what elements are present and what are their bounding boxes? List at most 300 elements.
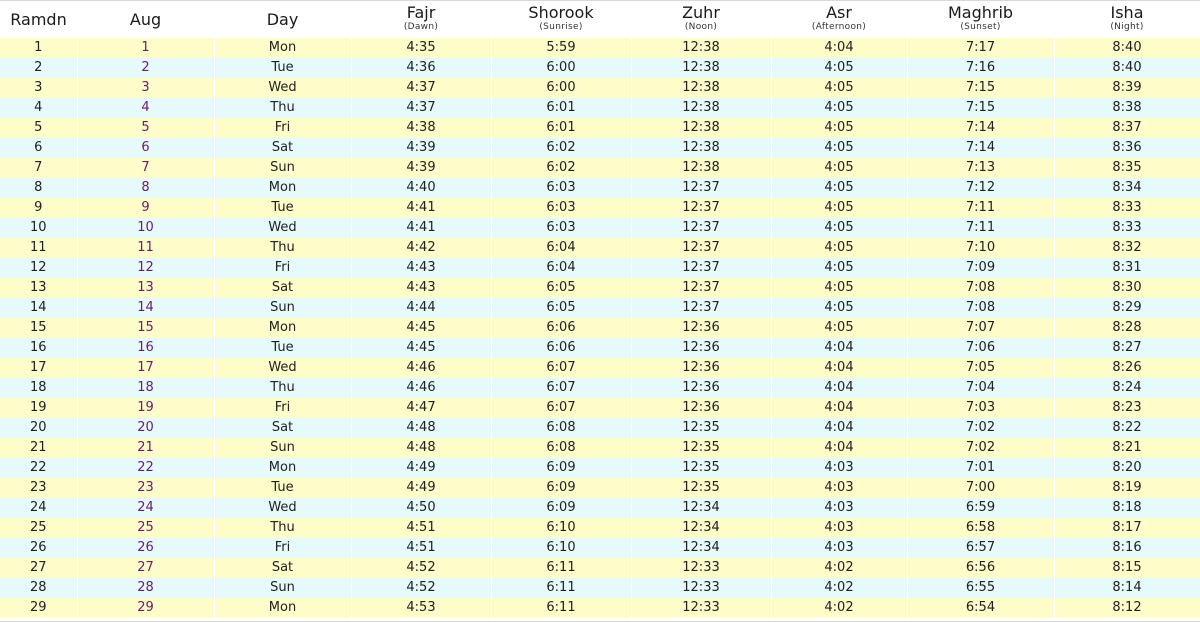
isha-time-cell: 8:26: [1054, 358, 1200, 378]
shorook-time-cell: 6:03: [491, 218, 631, 238]
isha-time-cell: 8:21: [1054, 438, 1200, 458]
zuhr-time-cell: 12:35: [631, 418, 771, 438]
weekday-cell: Sat: [214, 138, 351, 158]
isha-time-cell: 8:20: [1054, 458, 1200, 478]
table-row: [0, 458, 1200, 478]
zuhr-time-cell: 12:37: [631, 238, 771, 258]
ramadan-day-cell: 19: [0, 398, 77, 418]
zuhr-time-cell: 12:37: [631, 218, 771, 238]
maghrib-time-cell: 7:11: [907, 218, 1054, 238]
fajr-time-cell: 4:46: [351, 378, 491, 398]
shorook-time-cell: 6:04: [491, 238, 631, 258]
isha-time-cell: 8:17: [1054, 518, 1200, 538]
zuhr-time-cell: 12:37: [631, 258, 771, 278]
maghrib-time-cell: 7:06: [907, 338, 1054, 358]
fajr-time-cell: 4:38: [351, 118, 491, 138]
table-row: [0, 318, 1200, 338]
isha-time-cell: 8:40: [1054, 38, 1200, 58]
zuhr-time-cell: 12:35: [631, 478, 771, 498]
table-row: [0, 398, 1200, 418]
ramadan-day-cell: 15: [0, 318, 77, 338]
fajr-time-cell: 4:49: [351, 478, 491, 498]
weekday-cell: Mon: [214, 598, 351, 618]
asr-time-cell: 4:05: [771, 278, 907, 298]
shorook-time-cell: 6:00: [491, 58, 631, 78]
isha-time-cell: 8:12: [1054, 598, 1200, 618]
isha-time-cell: 8:14: [1054, 578, 1200, 598]
zuhr-time-cell: 12:38: [631, 58, 771, 78]
weekday-cell: Sun: [214, 438, 351, 458]
shorook-time-cell: 6:11: [491, 598, 631, 618]
shorook-time-cell: 6:00: [491, 78, 631, 98]
table-row: [0, 38, 1200, 58]
asr-time-cell: 4:05: [771, 58, 907, 78]
ramadan-day-cell: 11: [0, 238, 77, 258]
ramadan-day-cell: 18: [0, 378, 77, 398]
zuhr-time-cell: 12:38: [631, 38, 771, 58]
maghrib-time-cell: 7:08: [907, 298, 1054, 318]
aug-date-cell: 11: [77, 238, 214, 258]
table-row: [0, 218, 1200, 238]
shorook-time-cell: 6:10: [491, 518, 631, 538]
ramadan-day-cell: 23: [0, 478, 77, 498]
aug-date-cell: 22: [77, 458, 214, 478]
aug-date-cell: 14: [77, 298, 214, 318]
aug-date-cell: 13: [77, 278, 214, 298]
table-row: [0, 438, 1200, 458]
isha-time-cell: 8:29: [1054, 298, 1200, 318]
table-row: [0, 518, 1200, 538]
weekday-cell: Thu: [214, 238, 351, 258]
isha-time-cell: 8:27: [1054, 338, 1200, 358]
table-row: [0, 198, 1200, 218]
weekday-cell: Tue: [214, 58, 351, 78]
asr-time-cell: 4:03: [771, 538, 907, 558]
header-asr: [771, 1, 907, 38]
maghrib-time-cell: 7:02: [907, 418, 1054, 438]
shorook-time-cell: 6:06: [491, 318, 631, 338]
weekday-cell: Sat: [214, 558, 351, 578]
aug-date-cell: 1: [77, 38, 214, 58]
header-label: Fajr: [406, 3, 436, 22]
header-isha: [1054, 1, 1200, 38]
weekday-cell: Fri: [214, 398, 351, 418]
header-label: Day: [266, 10, 299, 29]
shorook-time-cell: 6:05: [491, 278, 631, 298]
ramadan-day-cell: 13: [0, 278, 77, 298]
table-row: [0, 478, 1200, 498]
weekday-cell: Sun: [214, 158, 351, 178]
asr-time-cell: 4:04: [771, 38, 907, 58]
ramadan-day-cell: 14: [0, 298, 77, 318]
header-label: Maghrib: [947, 3, 1014, 22]
fajr-time-cell: 4:47: [351, 398, 491, 418]
isha-time-cell: 8:40: [1054, 58, 1200, 78]
shorook-time-cell: 6:08: [491, 438, 631, 458]
fajr-time-cell: 4:44: [351, 298, 491, 318]
header-label: Asr: [826, 3, 852, 22]
zuhr-time-cell: 12:34: [631, 518, 771, 538]
isha-time-cell: 8:24: [1054, 378, 1200, 398]
ramadan-day-cell: 24: [0, 498, 77, 518]
header-fajr: [351, 1, 491, 38]
ramadan-day-cell: 7: [0, 158, 77, 178]
fajr-time-cell: 4:39: [351, 138, 491, 158]
weekday-cell: Mon: [214, 318, 351, 338]
aug-date-cell: 23: [77, 478, 214, 498]
ramadan-day-cell: 6: [0, 138, 77, 158]
ramadan-day-cell: 2: [0, 58, 77, 78]
weekday-cell: Wed: [214, 498, 351, 518]
maghrib-time-cell: 7:09: [907, 258, 1054, 278]
aug-date-cell: 16: [77, 338, 214, 358]
table-row: [0, 598, 1200, 618]
aug-date-cell: 18: [77, 378, 214, 398]
zuhr-time-cell: 12:38: [631, 78, 771, 98]
ramadan-day-cell: 26: [0, 538, 77, 558]
aug-date-cell: 28: [77, 578, 214, 598]
aug-date-cell: 21: [77, 438, 214, 458]
fajr-time-cell: 4:35: [351, 38, 491, 58]
shorook-time-cell: 6:09: [491, 478, 631, 498]
maghrib-time-cell: 7:08: [907, 278, 1054, 298]
zuhr-time-cell: 12:38: [631, 98, 771, 118]
ramadan-day-cell: 20: [0, 418, 77, 438]
fajr-time-cell: 4:45: [351, 338, 491, 358]
asr-time-cell: 4:02: [771, 598, 907, 618]
zuhr-time-cell: 12:38: [631, 158, 771, 178]
shorook-time-cell: 6:03: [491, 198, 631, 218]
aug-date-cell: 26: [77, 538, 214, 558]
zuhr-time-cell: 12:37: [631, 178, 771, 198]
zuhr-time-cell: 12:38: [631, 138, 771, 158]
table-row: [0, 258, 1200, 278]
aug-date-cell: 25: [77, 518, 214, 538]
weekday-cell: Thu: [214, 98, 351, 118]
ramadan-day-cell: 16: [0, 338, 77, 358]
weekday-cell: Wed: [214, 218, 351, 238]
zuhr-time-cell: 12:36: [631, 398, 771, 418]
header-day: [214, 1, 351, 38]
aug-date-cell: 29: [77, 598, 214, 618]
isha-time-cell: 8:39: [1054, 78, 1200, 98]
table-row: [0, 78, 1200, 98]
asr-time-cell: 4:05: [771, 118, 907, 138]
table-row: [0, 98, 1200, 118]
maghrib-time-cell: 7:03: [907, 398, 1054, 418]
asr-time-cell: 4:05: [771, 318, 907, 338]
zuhr-time-cell: 12:34: [631, 498, 771, 518]
asr-time-cell: 4:05: [771, 178, 907, 198]
maghrib-time-cell: 6:54: [907, 598, 1054, 618]
shorook-time-cell: 6:11: [491, 558, 631, 578]
aug-date-cell: 9: [77, 198, 214, 218]
weekday-cell: Sat: [214, 418, 351, 438]
header-label: Ramdn: [10, 10, 67, 29]
asr-time-cell: 4:05: [771, 238, 907, 258]
zuhr-time-cell: 12:34: [631, 538, 771, 558]
shorook-time-cell: 6:01: [491, 118, 631, 138]
isha-time-cell: 8:23: [1054, 398, 1200, 418]
isha-time-cell: 8:32: [1054, 238, 1200, 258]
maghrib-time-cell: 7:10: [907, 238, 1054, 258]
header-sublabel: (Sunset): [960, 22, 1001, 32]
shorook-time-cell: 6:09: [491, 458, 631, 478]
zuhr-time-cell: 12:38: [631, 118, 771, 138]
aug-date-cell: 10: [77, 218, 214, 238]
isha-time-cell: 8:33: [1054, 218, 1200, 238]
fajr-time-cell: 4:46: [351, 358, 491, 378]
maghrib-time-cell: 7:02: [907, 438, 1054, 458]
shorook-time-cell: 6:02: [491, 158, 631, 178]
header-label: Zuhr: [682, 3, 720, 22]
shorook-time-cell: 5:59: [491, 38, 631, 58]
zuhr-time-cell: 12:37: [631, 198, 771, 218]
aug-date-cell: 3: [77, 78, 214, 98]
aug-date-cell: 4: [77, 98, 214, 118]
weekday-cell: Fri: [214, 538, 351, 558]
maghrib-time-cell: 6:55: [907, 578, 1054, 598]
header-sublabel: (Sunrise): [539, 22, 583, 32]
aug-date-cell: 15: [77, 318, 214, 338]
aug-date-cell: 12: [77, 258, 214, 278]
maghrib-time-cell: 6:59: [907, 498, 1054, 518]
weekday-cell: Mon: [214, 178, 351, 198]
asr-time-cell: 4:05: [771, 218, 907, 238]
fajr-time-cell: 4:51: [351, 518, 491, 538]
zuhr-time-cell: 12:36: [631, 338, 771, 358]
asr-time-cell: 4:05: [771, 158, 907, 178]
fajr-time-cell: 4:36: [351, 58, 491, 78]
zuhr-time-cell: 12:33: [631, 598, 771, 618]
asr-time-cell: 4:05: [771, 298, 907, 318]
aug-date-cell: 19: [77, 398, 214, 418]
aug-date-cell: 27: [77, 558, 214, 578]
weekday-cell: Tue: [214, 478, 351, 498]
ramadan-day-cell: 28: [0, 578, 77, 598]
isha-time-cell: 8:28: [1054, 318, 1200, 338]
ramadan-day-cell: 10: [0, 218, 77, 238]
fajr-time-cell: 4:52: [351, 558, 491, 578]
shorook-time-cell: 6:11: [491, 578, 631, 598]
table-row: [0, 498, 1200, 518]
fajr-time-cell: 4:43: [351, 278, 491, 298]
asr-time-cell: 4:04: [771, 398, 907, 418]
shorook-time-cell: 6:07: [491, 398, 631, 418]
maghrib-time-cell: 7:15: [907, 98, 1054, 118]
aug-date-cell: 2: [77, 58, 214, 78]
table-row: [0, 558, 1200, 578]
fajr-time-cell: 4:53: [351, 598, 491, 618]
fajr-time-cell: 4:42: [351, 238, 491, 258]
maghrib-time-cell: 7:07: [907, 318, 1054, 338]
asr-time-cell: 4:03: [771, 458, 907, 478]
ramadan-day-cell: 1: [0, 38, 77, 58]
weekday-cell: Fri: [214, 118, 351, 138]
shorook-time-cell: 6:02: [491, 138, 631, 158]
shorook-time-cell: 6:09: [491, 498, 631, 518]
isha-time-cell: 8:34: [1054, 178, 1200, 198]
ramadan-day-cell: 27: [0, 558, 77, 578]
aug-date-cell: 7: [77, 158, 214, 178]
isha-time-cell: 8:16: [1054, 538, 1200, 558]
zuhr-time-cell: 12:35: [631, 438, 771, 458]
shorook-time-cell: 6:03: [491, 178, 631, 198]
maghrib-time-cell: 7:15: [907, 78, 1054, 98]
header-sublabel: (Afternoon): [811, 22, 867, 32]
maghrib-time-cell: 7:16: [907, 58, 1054, 78]
aug-date-cell: 17: [77, 358, 214, 378]
maghrib-time-cell: 7:14: [907, 138, 1054, 158]
fajr-time-cell: 4:37: [351, 98, 491, 118]
table-row: [0, 378, 1200, 398]
table-row: [0, 118, 1200, 138]
shorook-time-cell: 6:05: [491, 298, 631, 318]
zuhr-time-cell: 12:36: [631, 378, 771, 398]
table-row: [0, 278, 1200, 298]
zuhr-time-cell: 12:33: [631, 558, 771, 578]
asr-time-cell: 4:05: [771, 198, 907, 218]
asr-time-cell: 4:05: [771, 258, 907, 278]
fajr-time-cell: 4:45: [351, 318, 491, 338]
maghrib-time-cell: 7:13: [907, 158, 1054, 178]
maghrib-time-cell: 7:14: [907, 118, 1054, 138]
shorook-time-cell: 6:06: [491, 338, 631, 358]
shorook-time-cell: 6:08: [491, 418, 631, 438]
table-row: [0, 158, 1200, 178]
shorook-time-cell: 6:07: [491, 358, 631, 378]
ramadan-day-cell: 21: [0, 438, 77, 458]
isha-time-cell: 8:36: [1054, 138, 1200, 158]
fajr-time-cell: 4:41: [351, 198, 491, 218]
fajr-time-cell: 4:52: [351, 578, 491, 598]
header-shorook: [491, 1, 631, 38]
table-row: [0, 298, 1200, 318]
header-label: Isha: [1110, 3, 1144, 22]
fajr-time-cell: 4:48: [351, 438, 491, 458]
shorook-time-cell: 6:01: [491, 98, 631, 118]
asr-time-cell: 4:04: [771, 438, 907, 458]
maghrib-time-cell: 7:04: [907, 378, 1054, 398]
asr-time-cell: 4:04: [771, 338, 907, 358]
ramadan-day-cell: 25: [0, 518, 77, 538]
zuhr-time-cell: 12:33: [631, 578, 771, 598]
maghrib-time-cell: 7:00: [907, 478, 1054, 498]
fajr-time-cell: 4:43: [351, 258, 491, 278]
fajr-time-cell: 4:41: [351, 218, 491, 238]
fajr-time-cell: 4:50: [351, 498, 491, 518]
zuhr-time-cell: 12:36: [631, 358, 771, 378]
asr-time-cell: 4:03: [771, 518, 907, 538]
isha-time-cell: 8:18: [1054, 498, 1200, 518]
weekday-cell: Tue: [214, 338, 351, 358]
shorook-time-cell: 6:07: [491, 378, 631, 398]
maghrib-time-cell: 7:12: [907, 178, 1054, 198]
weekday-cell: Wed: [214, 358, 351, 378]
isha-time-cell: 8:33: [1054, 198, 1200, 218]
fajr-time-cell: 4:40: [351, 178, 491, 198]
table-row: [0, 178, 1200, 198]
maghrib-time-cell: 7:01: [907, 458, 1054, 478]
ramadan-day-cell: 5: [0, 118, 77, 138]
table-row: [0, 538, 1200, 558]
ramadan-day-cell: 17: [0, 358, 77, 378]
header-sublabel: (Noon): [684, 22, 718, 32]
isha-time-cell: 8:15: [1054, 558, 1200, 578]
isha-time-cell: 8:19: [1054, 478, 1200, 498]
table-row: [0, 418, 1200, 438]
asr-time-cell: 4:03: [771, 478, 907, 498]
asr-time-cell: 4:02: [771, 558, 907, 578]
maghrib-time-cell: 6:56: [907, 558, 1054, 578]
weekday-cell: Sun: [214, 298, 351, 318]
asr-time-cell: 4:05: [771, 78, 907, 98]
aug-date-cell: 6: [77, 138, 214, 158]
isha-time-cell: 8:38: [1054, 98, 1200, 118]
ramadan-day-cell: 4: [0, 98, 77, 118]
header-sublabel: (Night): [1110, 22, 1144, 32]
ramadan-day-cell: 8: [0, 178, 77, 198]
weekday-cell: Mon: [214, 38, 351, 58]
aug-date-cell: 20: [77, 418, 214, 438]
header-aug: [77, 1, 214, 38]
weekday-cell: Thu: [214, 378, 351, 398]
asr-time-cell: 4:05: [771, 98, 907, 118]
header-label: Aug: [129, 10, 162, 29]
header-sublabel: (Dawn): [403, 22, 439, 32]
header-label: Shorook: [528, 3, 594, 22]
ramadan-day-cell: 12: [0, 258, 77, 278]
table-row: [0, 58, 1200, 78]
fajr-time-cell: 4:37: [351, 78, 491, 98]
maghrib-time-cell: 7:17: [907, 38, 1054, 58]
weekday-cell: Tue: [214, 198, 351, 218]
maghrib-time-cell: 6:58: [907, 518, 1054, 538]
weekday-cell: Sun: [214, 578, 351, 598]
weekday-cell: Mon: [214, 458, 351, 478]
shorook-time-cell: 6:04: [491, 258, 631, 278]
maghrib-time-cell: 6:57: [907, 538, 1054, 558]
ramadan-day-cell: 3: [0, 78, 77, 98]
asr-time-cell: 4:04: [771, 418, 907, 438]
maghrib-time-cell: 7:11: [907, 198, 1054, 218]
table-row: [0, 358, 1200, 378]
weekday-cell: Thu: [214, 518, 351, 538]
table-row: [0, 578, 1200, 598]
aug-date-cell: 5: [77, 118, 214, 138]
isha-time-cell: 8:22: [1054, 418, 1200, 438]
ramadan-day-cell: 29: [0, 598, 77, 618]
table-row: [0, 338, 1200, 358]
weekday-cell: Fri: [214, 258, 351, 278]
asr-time-cell: 4:04: [771, 358, 907, 378]
aug-date-cell: 8: [77, 178, 214, 198]
zuhr-time-cell: 12:36: [631, 318, 771, 338]
shorook-time-cell: 6:10: [491, 538, 631, 558]
isha-time-cell: 8:37: [1054, 118, 1200, 138]
isha-time-cell: 8:35: [1054, 158, 1200, 178]
header-maghrib: [907, 1, 1054, 38]
weekday-cell: Wed: [214, 78, 351, 98]
aug-date-cell: 24: [77, 498, 214, 518]
asr-time-cell: 4:05: [771, 138, 907, 158]
isha-time-cell: 8:30: [1054, 278, 1200, 298]
fajr-time-cell: 4:48: [351, 418, 491, 438]
table-body: [0, 38, 1200, 618]
asr-time-cell: 4:04: [771, 378, 907, 398]
maghrib-time-cell: 7:05: [907, 358, 1054, 378]
weekday-cell: Sat: [214, 278, 351, 298]
